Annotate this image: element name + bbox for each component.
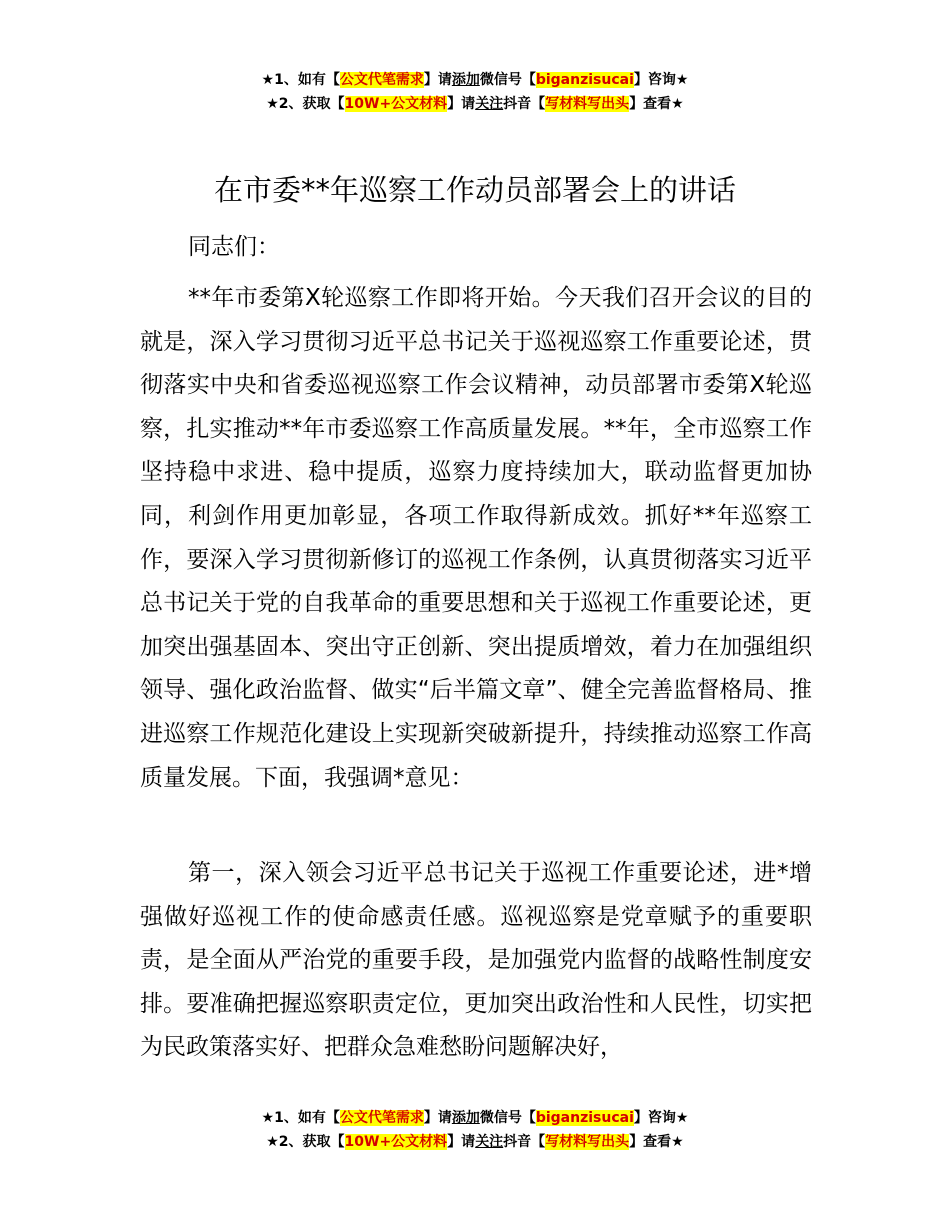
banner-text: 】查看★ [629, 1134, 684, 1150]
banner-underline: 关注 [475, 96, 504, 112]
footer-banner [0, 1106, 950, 1154]
banner-text: ★1、如有【 [261, 1110, 340, 1126]
banner-highlight: 公文代笔需求 [339, 72, 424, 88]
banner-underline: 添加 [451, 72, 480, 88]
banner-highlight: biganzisucai [535, 1110, 634, 1126]
banner-highlight: 10W+公文材料 [344, 1134, 448, 1150]
banner-line-2 [0, 92, 950, 116]
salutation-block [140, 226, 812, 270]
banner-text: 】请 [447, 96, 476, 112]
banner-underline: 关注 [475, 1134, 504, 1150]
banner-text: ★2、获取【 [266, 96, 345, 112]
banner-text: 】查看★ [629, 96, 684, 112]
banner-text: 抖音【 [503, 1134, 546, 1150]
paragraph-block-2 [140, 852, 812, 1070]
banner-text: 抖音【 [503, 96, 546, 112]
banner-highlight: biganzisucai [535, 72, 634, 88]
salutation: 同志们： [188, 234, 280, 260]
header-banner [0, 68, 950, 116]
banner-line-1 [0, 68, 950, 92]
banner-highlight: 10W+公文材料 [344, 96, 448, 112]
banner-highlight: 写材料写出头 [545, 1134, 630, 1150]
banner-text: 】咨询★ [633, 72, 689, 88]
banner-text: 】请 [423, 72, 452, 88]
banner-text: ★1、如有【 [261, 72, 340, 88]
banner-text: 】请 [447, 1134, 476, 1150]
paragraph-block-1 [140, 277, 812, 800]
banner-text: 微信号【 [479, 1110, 536, 1126]
banner-underline: 添加 [451, 1110, 480, 1126]
banner-highlight: 公文代笔需求 [339, 1110, 424, 1126]
banner-text: 微信号【 [479, 72, 536, 88]
document-title: 在市委**年巡察工作动员部署会上的讲话 [213, 173, 736, 207]
banner-highlight: 写材料写出头 [545, 96, 630, 112]
banner-text: 】请 [423, 1110, 452, 1126]
paragraph-2: 第一，深入领会习近平总书记关于巡视工作重要论述，进*增强做好巡视工作的使命感责任感。巡视巡察是党章赋予的重要职责，是全面从严治党的重要手段，是加强党内监督的战略性制度安排。要准确把握巡察职责定位，更加突出政治性和人民性，切实把为民政策落实好、把群众急难愁盼问题解决好， [140, 860, 812, 1061]
banner-text: 】咨询★ [633, 1110, 689, 1126]
banner-line-1 [0, 1106, 950, 1130]
banner-line-2 [0, 1130, 950, 1154]
paragraph-1: **年市委第X轮巡察工作即将开始。今天我们召开会议的目的就是，深入学习贯彻习近平总书记关于巡视巡察工作重要论述，贯彻落实中央和省委巡视巡察工作会议精神，动员部署市委第X轮巡察，扎实推动**年市委巡察工作高质量发展。**年，全市巡察工作坚持稳中求进、稳中提质，巡察力度持续加大，联动监督更加协同，利剑作用更加彰显，各项工作取得新成效。抓好**年巡察工作，要深入学习贯彻新修订的巡视工作条例，认真贯彻落实习近平总书记关于党的自我革命的重要思想和关于巡视工作重要论述，更加突出强基固本、突出守正创新、突出提质增效，着力在加强组织领导、强化政治监督、做实“后半篇文章”、健全完善监督格局、推进巡察工作规范化建设上实现新突破新提升，持续推动巡察工作高质量发展。下面，我强调*意见： [140, 285, 812, 791]
banner-text: ★2、获取【 [266, 1134, 345, 1150]
